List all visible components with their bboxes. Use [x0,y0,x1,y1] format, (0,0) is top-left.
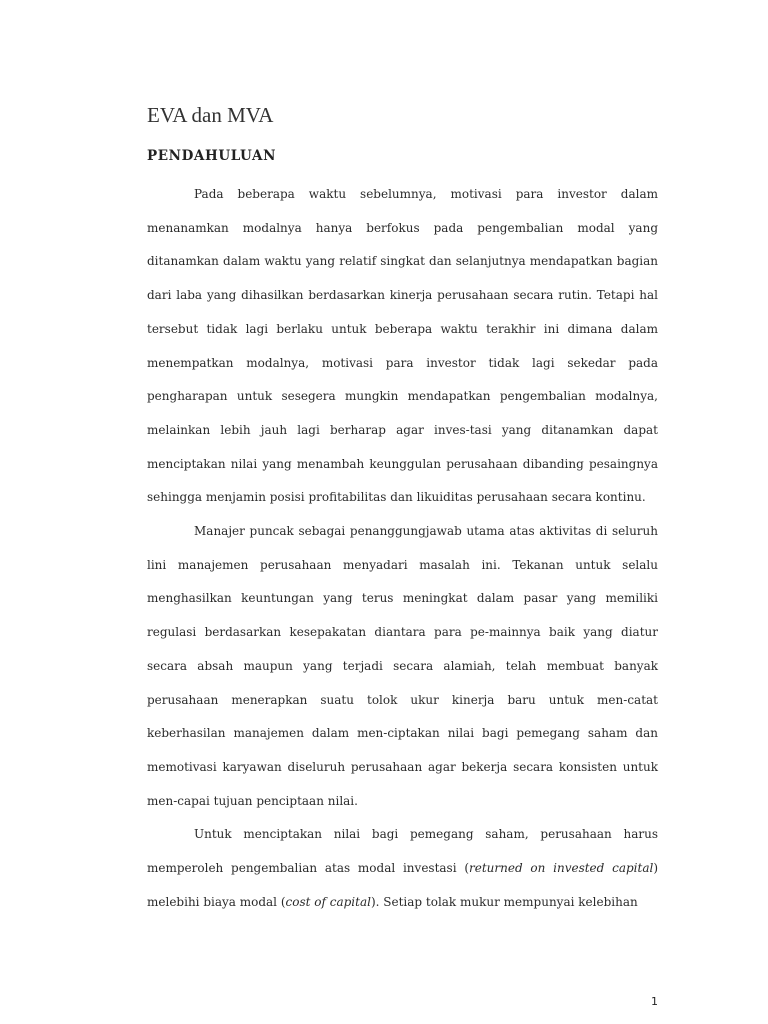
paragraph-3-text-3: ). Setiap tolak mukur mempunyai kelebihan [370,894,638,909]
paragraph-1: Pada beberapa waktu sebelumnya, motivasi para investor dalam menanamkan modalnya hanya berfokus pada pengembalian modal yang ditanamkan dalam waktu yang relatif singkat dan selanjutnya mendapatkan bagian dari laba yang dihasilkan berdasarkan kinerja perusahaan secara rutin. Tetapi hal tersebut tidak lagi berlaku untuk beberapa waktu terakhir ini dimana dalam menempatkan modalnya, motivasi para investor tidak lagi sekedar pada pengharapan untuk sesegera mungkin mendapatkan pengembalian modalnya, melainkan lebih jauh lagi berharap agar inves-tasi yang ditanamkan dapat menciptakan nilai yang menambah keunggulan perusahaan dibanding pesaingnya sehingga menjamin posisi profitabilitas dan likuiditas perusahaan secara kontinu. [147,187,658,505]
italic-term-returned-on-invested-capital: returned on invested capital [469,861,654,876]
section-heading: PENDAHULUAN [147,148,277,164]
italic-term-cost-of-capital: cost of capital [285,894,371,909]
document-body [147,178,658,919]
document-title: EVA dan MVA [147,103,274,127]
page-number: 1 [651,995,658,1008]
paragraph-3 [147,818,658,919]
paragraph-3-text-1: Untuk menciptakan nilai bagi pemegang saham, perusahaan harus memperoleh pengembalian atas modal investasi ( [147,827,658,876]
paragraph-2: Manajer puncak sebagai penanggungjawab utama atas aktivitas di seluruh lini manajemen perusahaan menyadari masalah ini. Tekanan untuk selalu menghasilkan keuntungan yang terus meningkat dalam pasar yang memiliki regulasi berdasarkan kesepakatan diantara para pe-mainnya baik yang diatur secara absah maupun yang terjadi secara alamiah, telah membuat banyak perusahaan menerapkan suatu tolok ukur kinerja baru untuk men-catat keberhasilan manajemen dalam men-ciptakan nilai bagi pemegang saham dan memotivasi karyawan diseluruh perusahaan agar bekerja secara konsisten untuk men-capai tujuan penciptaan nilai. [147,524,658,808]
paragraph-3-text-2: ) melebihi biaya modal ( [147,861,658,909]
